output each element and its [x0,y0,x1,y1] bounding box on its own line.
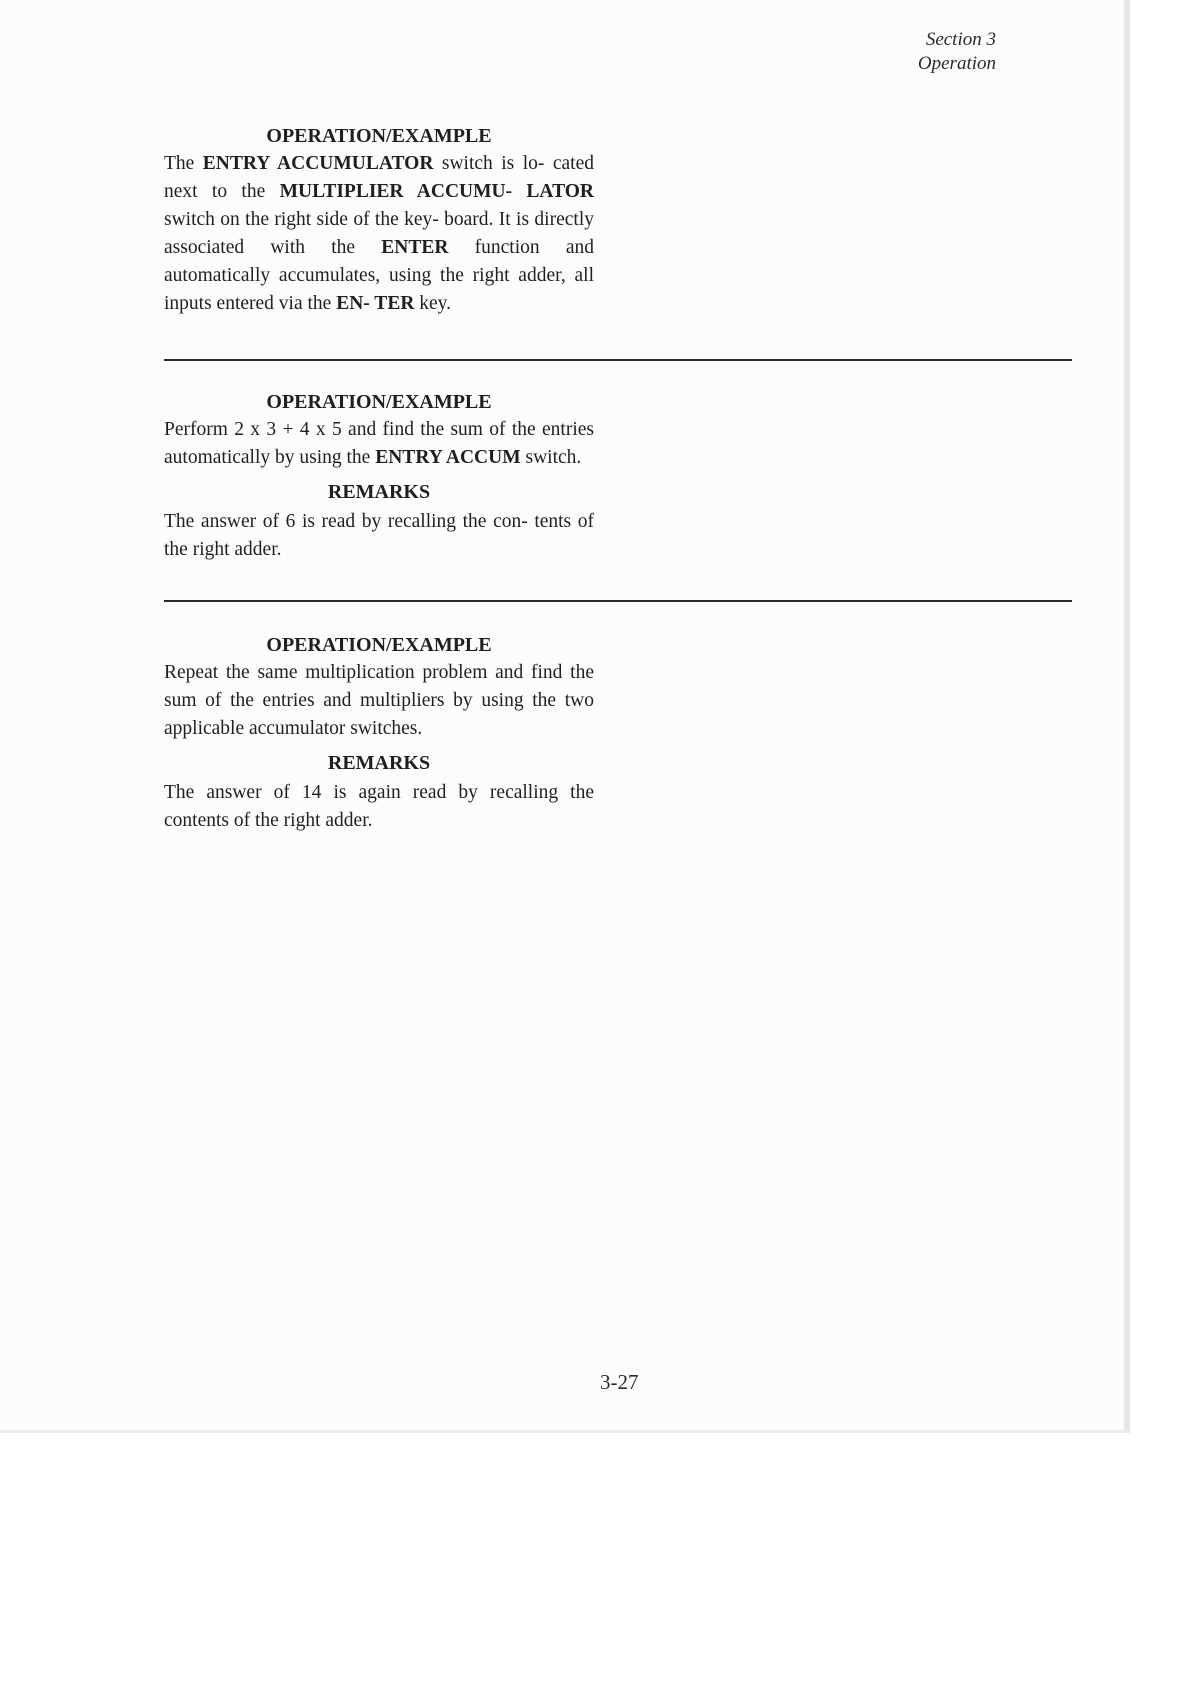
operation-block-2 [164,388,594,564]
text-run: The [164,153,203,174]
bold-term: MULTIPLIER ACCUMU- LATOR [279,181,594,202]
bold-term: ENTRY ACCUMULATOR [202,153,434,174]
operation-block-3 [164,631,594,835]
text-run: switch. [520,447,582,468]
remarks-text: The answer of 6 is read by recalling the con- tents of the right adder. [164,511,594,560]
divider-rule [164,600,1072,602]
remarks-text: The answer of 14 is again read by recalling the contents of the right adder. [164,782,594,831]
operation-text: Repeat the same multiplication problem and find the sum of the entries and multipliers by using the two applicable accumulator switches. [164,662,594,739]
operation-heading: OPERATION/EXAMPLE [266,634,492,656]
page-header [918,28,996,76]
text-run: switch on the right side of the key- board. It is directly associated with the [164,209,594,258]
page-number: 3-27 [600,1370,639,1394]
remarks-heading: REMARKS [327,752,431,774]
bold-term: ENTRY ACCUM [375,447,521,468]
operation-text [164,150,594,318]
operation-block-1 [164,122,594,318]
section-title: Operation [917,53,996,74]
operation-text [164,416,594,472]
section-label: Section 3 [925,29,996,50]
text-run: function and automatically accumulates, using the right adder, all inputs entered via the [164,237,595,314]
text-run: key. [414,293,452,314]
bold-term: ENTER [381,237,449,258]
text-run: switch is lo- cated next to the [164,153,594,202]
operation-heading: OPERATION/EXAMPLE [266,125,492,147]
divider-rule [164,359,1072,361]
text-run: Perform 2 x 3 + 4 x 5 and find the sum of the entries automatically by using the [164,419,594,468]
remarks-heading: REMARKS [327,481,431,503]
operation-heading: OPERATION/EXAMPLE [266,391,492,413]
bold-term: EN- TER [336,293,415,314]
